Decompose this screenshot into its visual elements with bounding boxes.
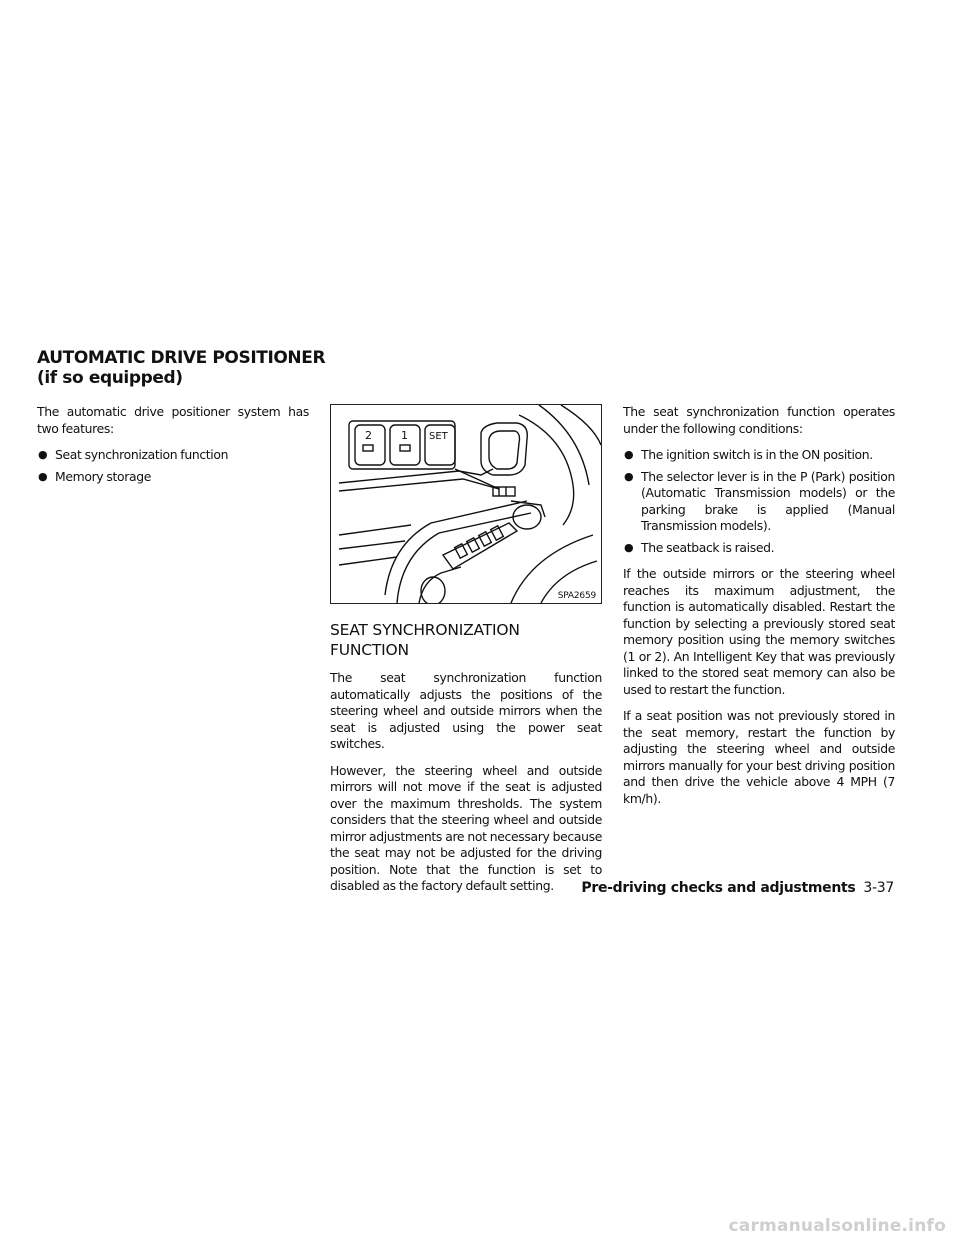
list-item-text: The selector lever is in the P (Park) position (Automatic Transmission models) or the parking brake is applied (Manual Transmission models).: [641, 468, 895, 533]
button-1-label: 1: [401, 429, 408, 442]
paragraph: However, the steering wheel and outside mirrors will not move if the seat is adjusted over the maximum thresholds. The system considers that the steering wheel and outside mirror adjustments are not necessary because the seat may not be adjusted for the driving position. Note that the function is set to disabled as the factory default setting.: [330, 762, 602, 893]
bullet-icon: ●: [624, 540, 634, 554]
paragraph: If the outside mirrors or the steering wheel reaches its maximum adjustment, the function is automatically disabled. Restart the function by selecting a previously stored seat memory position using the memory switches (1 or 2). An Intelligent Key that was previously linked to the stored seat memory can also be used to restart the function.: [623, 566, 895, 697]
figure-code: SPA2659: [557, 591, 596, 601]
list-item: [623, 469, 895, 535]
paragraph: The seat synchronization function automatically adjusts the positions of the steering wheel and outside mirrors when the seat is adjusted using the power seat switches.: [330, 670, 602, 751]
list-item-text: The ignition switch is in the ON position.: [641, 447, 873, 462]
list-item: [37, 469, 309, 486]
list-item-text: The seatback is raised.: [641, 539, 775, 555]
column-right: [623, 404, 895, 817]
page-footer: [581, 880, 894, 896]
door-panel-drawing: [331, 405, 601, 603]
intro-paragraph: The automatic drive positioner system has two features:: [37, 404, 309, 436]
list-item: [623, 447, 895, 464]
column-left: [37, 404, 309, 495]
list-item-text: Seat synchronization function: [55, 447, 229, 462]
feature-list: [37, 447, 309, 485]
door-switch-illustration: [330, 404, 602, 604]
list-item: [37, 447, 309, 464]
set-button-label: SET: [429, 431, 448, 442]
section-title: AUTOMATIC DRIVE POSITIONER (if so equipped): [37, 348, 326, 388]
list-item-text: Memory storage: [55, 468, 152, 484]
bullet-icon: ●: [624, 469, 634, 483]
list-item: [623, 540, 895, 557]
conditions-list: [623, 447, 895, 556]
conditions-intro: The seat synchronization function operates under the following conditions:: [623, 404, 895, 436]
bullet-icon: ●: [624, 448, 634, 461]
button-2-label: 2: [365, 429, 372, 442]
chapter-title: Pre-driving checks and adjustments: [581, 880, 856, 896]
column-middle: [330, 404, 602, 905]
bullet-icon: ●: [38, 469, 48, 483]
paragraph: If a seat position was not previously stored in the seat memory, restart the function by adjusting the steering wheel and outside mirrors manually for your best driving position and then drive the vehicle above 4 MPH (7 km/h).: [623, 708, 895, 806]
subsection-heading: SEAT SYNCHRONIZATION FUNCTION: [330, 621, 520, 659]
bullet-icon: ●: [38, 448, 48, 461]
site-watermark: carmanualsonline.info: [728, 1216, 946, 1236]
page-number: 3-37: [863, 880, 894, 896]
